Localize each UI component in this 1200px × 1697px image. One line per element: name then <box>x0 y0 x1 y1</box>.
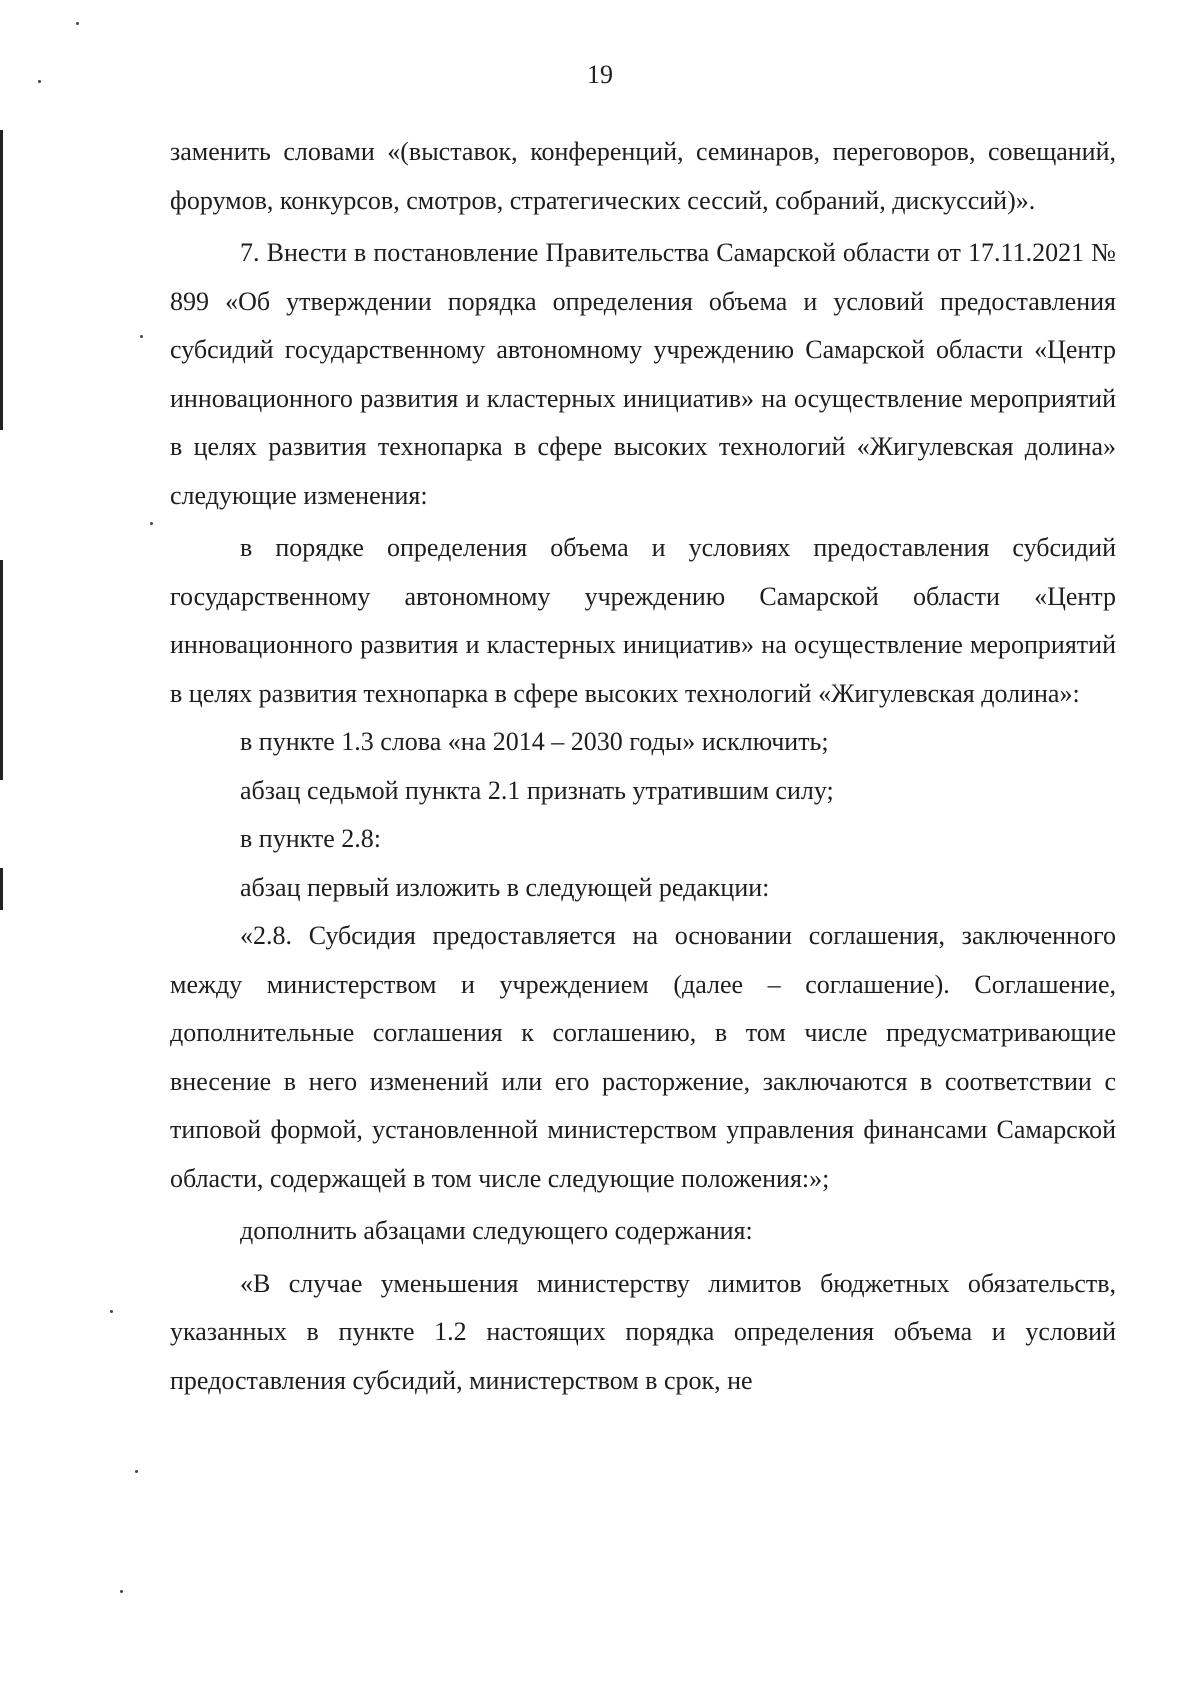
scan-speck <box>110 1310 113 1313</box>
paragraph-first-edit: абзац первый изложить в следующей редакции: <box>240 872 770 902</box>
scan-edge-mark <box>0 560 3 780</box>
paragraph-item-7: 7. Внести в постановление Правительства Самарской области от 17.11.2021 № 899 «Об утверждении порядка определения объема и условий предоставления субсидий государственному автономному учреждению Самарской области «Центр инновационного развития и кластерных инициатив» на осуществление мероприятий в целях развития технопарка в сфере высоких технологий «Жигулевская долина» следующие изменения: <box>170 238 1116 510</box>
scan-speck <box>135 1470 138 1473</box>
scan-edge-mark <box>0 130 3 430</box>
paragraph-order-subsidies: в порядке определения объема и условиях предоставления субсидий государственному автономному учреждению Самарской области «Центр инновационного развития и кластерных инициатив» на осуществление мероприятий в целях развития технопарка в сфере высоких технологий «Жигулевская долина»: <box>170 533 1116 708</box>
scan-speck <box>38 80 41 83</box>
paragraph-point-2-1: абзац седьмой пункта 2.1 признать утратившим силу; <box>240 775 834 805</box>
scan-speck <box>120 1590 123 1593</box>
paragraph-point-2-8: в пункте 2.8: <box>240 824 382 853</box>
paragraph-point-1-3: в пункте 1.3 слова «на 2014 – 2030 годы» исключить; <box>240 727 829 756</box>
scan-speck <box>76 22 79 25</box>
paragraph-replace-words: заменить словами «(выставок, конференций, семинаров, переговоров, совещаний, форумов, конкурсов, смотров, стратегических сессий, собраний, дискуссий)». <box>170 137 1116 215</box>
document-body <box>170 128 1116 1405</box>
scan-speck <box>140 335 143 338</box>
paragraph-2-8-text: «2.8. Субсидия предоставляется на основании соглашения, заключенного между министерством и учреждением (далее – соглашение). Соглашение, дополнительные соглашения к соглашению, в том числе предусматривающие внесение в него изменений или его расторжение, заключаются в соответствии с типовой формой, установленной министерством управления финансами Самарской области, содержащей в том числе следующие положения:»; <box>170 921 1116 1193</box>
scan-edge-mark <box>0 868 3 910</box>
page-number: 19 <box>587 60 613 89</box>
paragraph-supplement: дополнить абзацами следующего содержания: <box>240 1216 753 1245</box>
paragraph-budget-reduction: «В случае уменьшения министерству лимитов бюджетных обязательств, указанных в пункте 1.2 настоящих порядка определения объема и условий предоставления субсидий, министерством в срок, не <box>170 1268 1116 1395</box>
scan-speck <box>150 522 153 525</box>
